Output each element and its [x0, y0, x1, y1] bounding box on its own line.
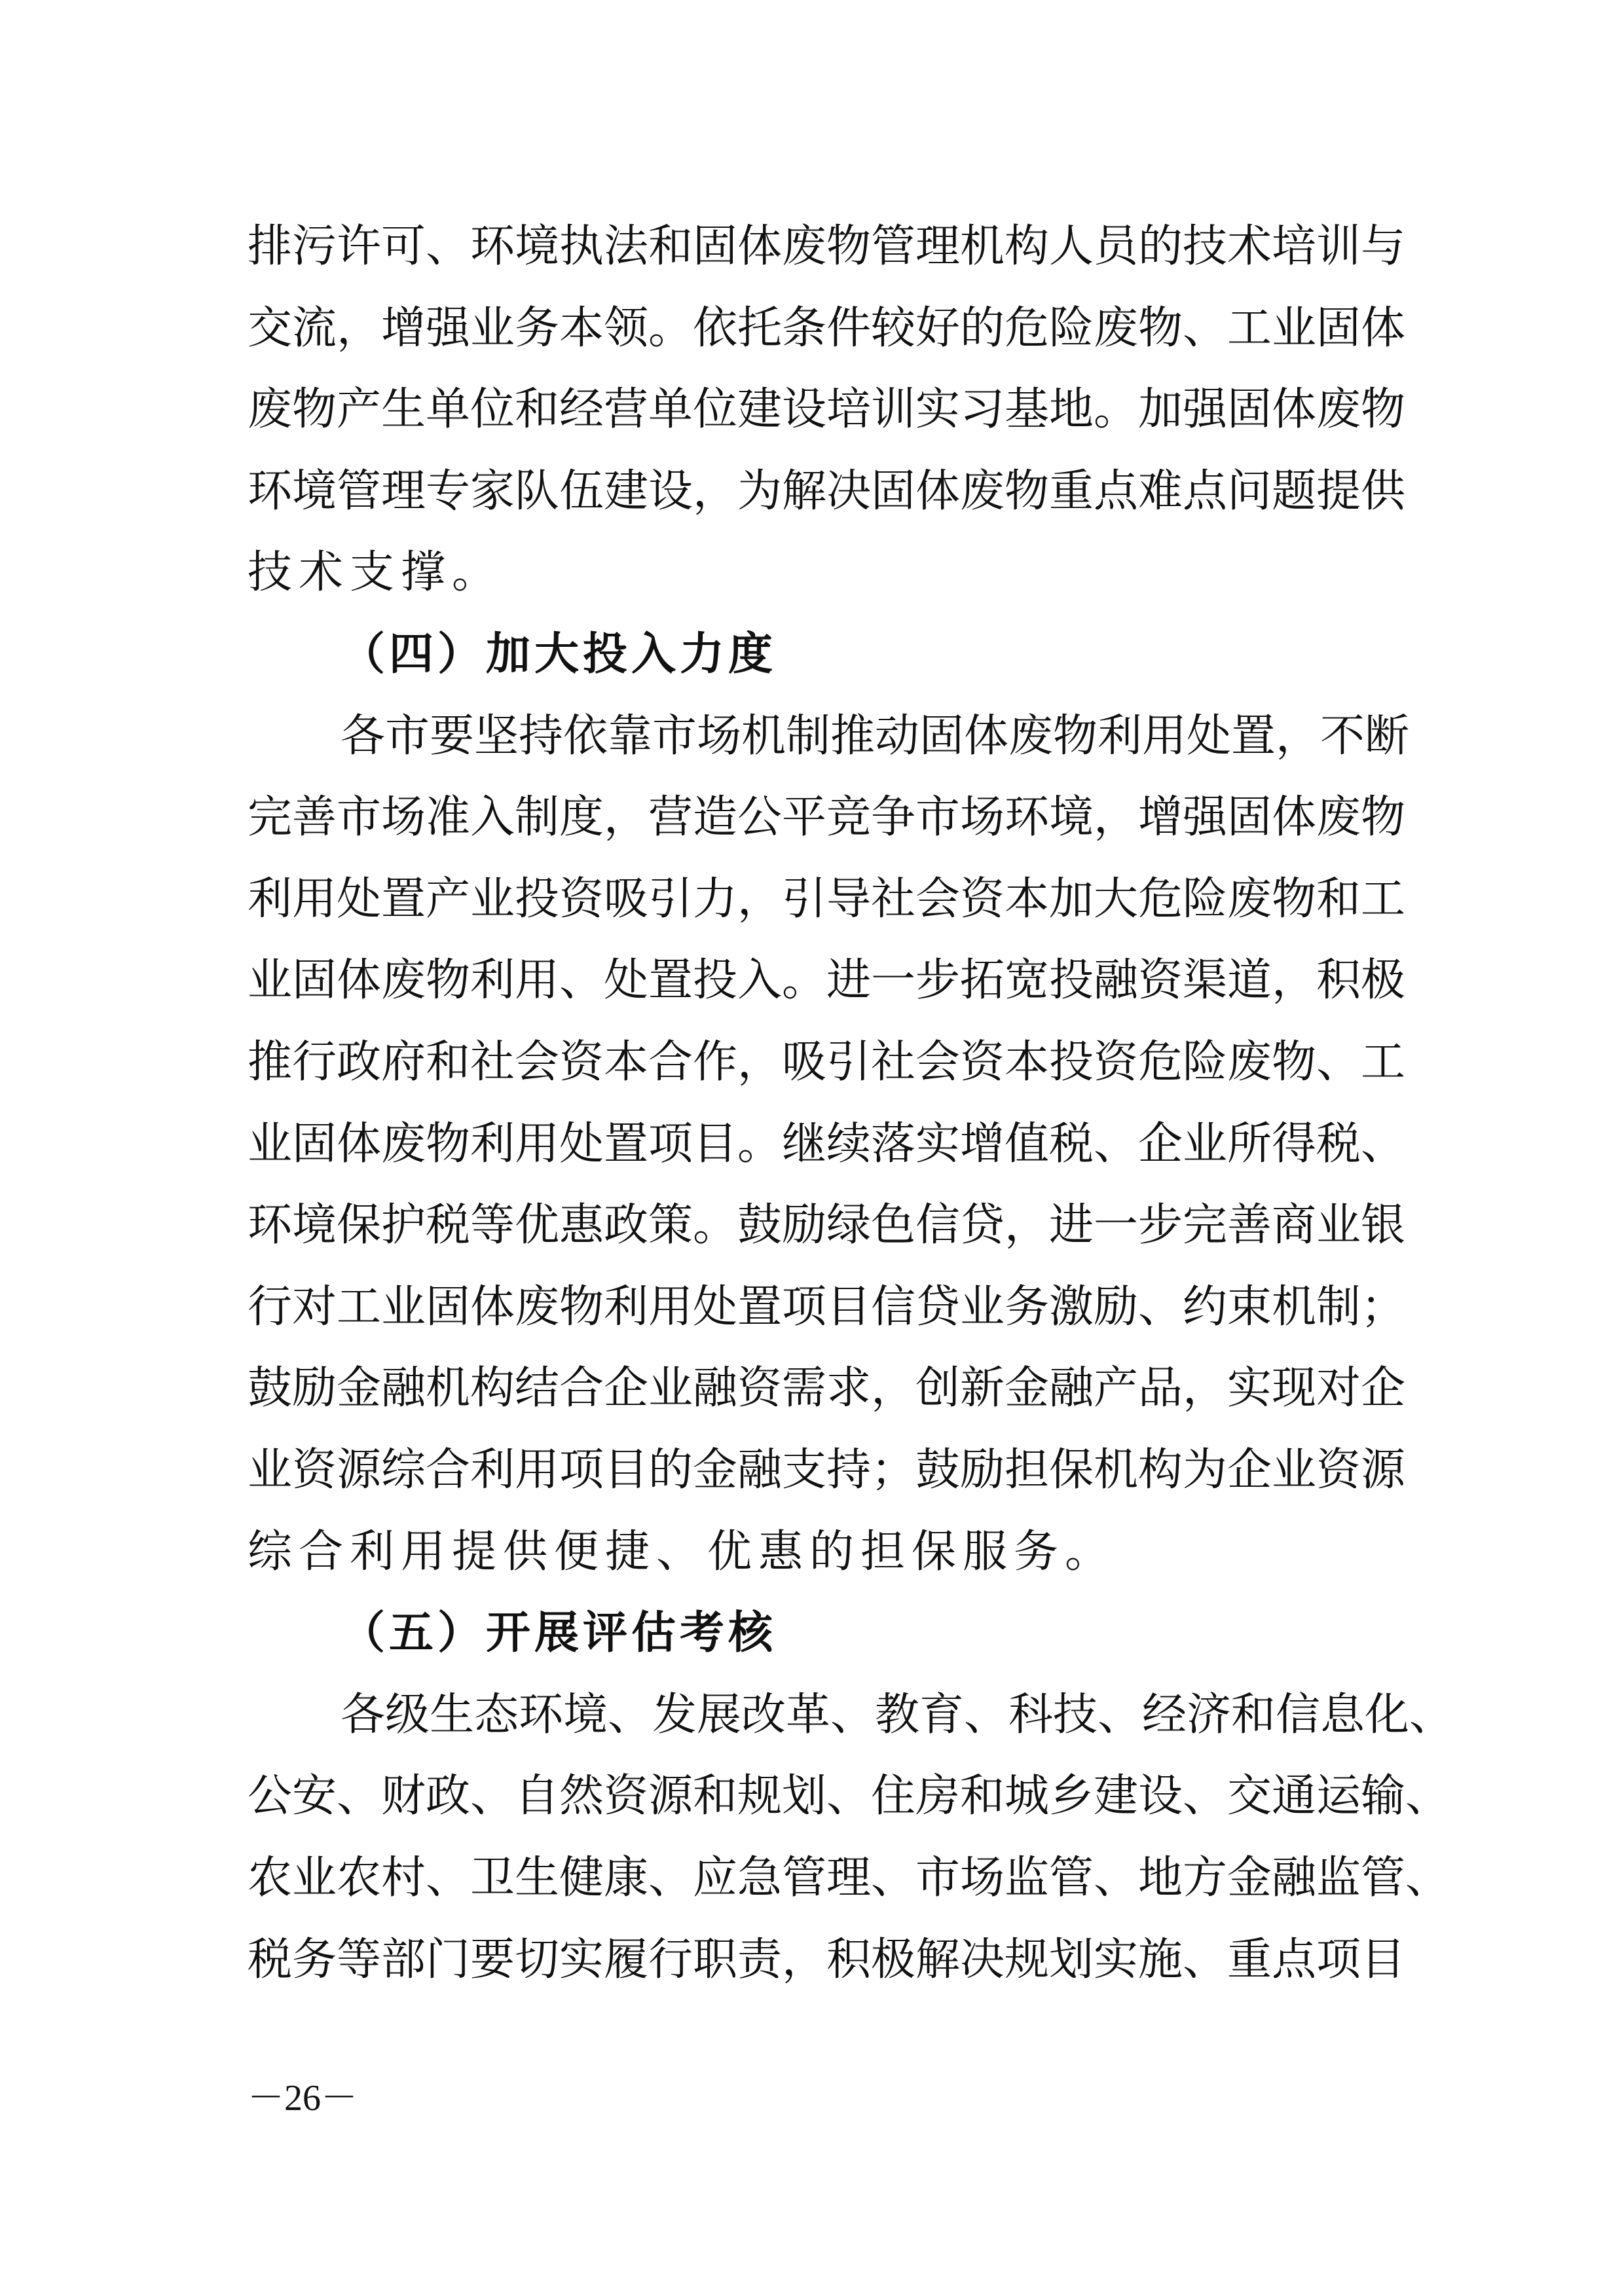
text-line: 环境保护税等优惠政策。鼓励绿色信贷，进一步完善商业银: [248, 1199, 1406, 1252]
text-line: 公安、财政、自然资源和规划、住房和城乡建设、交通运输、: [248, 1770, 1450, 1823]
text-line: 业固体废物利用、处置投入。进一步拓宽投融资渠道，积极: [248, 955, 1406, 1007]
text-line: 农业农村、卫生健康、应急管理、市场监管、地方金融监管、: [248, 1852, 1450, 1904]
text-line: 综合利用提供便捷、优惠的担保服务。: [248, 1525, 1116, 1578]
text-line: 交流，增强业务本领。依托条件较好的危险废物、工业固体: [248, 302, 1406, 354]
text-line: 利用处置产业投资吸引力，引导社会资本加大危险废物和工: [248, 873, 1406, 925]
text-line: 行对工业固体废物利用处置项目信贷业务激励、约束机制；: [248, 1281, 1406, 1333]
text-line: 推行政府和社会资本合作，吸引社会资本投资危险废物、工: [248, 1036, 1406, 1088]
section-heading: （五）开展评估考核: [341, 1607, 777, 1660]
text-line: 排污许可、环境执法和固体废物管理机构人员的技术培训与: [248, 221, 1406, 272]
text-line: 税务等部门要切实履行职责，积极解决规划实施、重点项目: [248, 1933, 1406, 1986]
text-line: 业固体废物利用处置项目。继续落实增值税、企业所得税、: [248, 1118, 1406, 1170]
text-line: 业资源综合利用项目的金融支持；鼓励担保机构为企业资源: [248, 1444, 1406, 1496]
text-line: 废物产生单位和经营单位建设培训实习基地。加强固体废物: [248, 384, 1406, 436]
section-heading: （四）加大投入力度: [341, 629, 777, 680]
text-line: 各市要坚持依靠市场机制推动固体废物利用处置，不断: [341, 710, 1410, 762]
text-line: 鼓励金融机构结合企业融资需求，创新金融产品，实现对企: [248, 1362, 1406, 1415]
text-line: 完善市场准入制度，营造公平竞争市场环境，增强固体废物: [248, 792, 1406, 844]
page-number: －26－: [248, 2078, 358, 2119]
text-line: 各级生态环境、发展改革、教育、科技、经济和信息化、: [341, 1688, 1454, 1741]
text-line: 技术支撑。: [248, 547, 504, 599]
text-line: 环境管理专家队伍建设，为解决固体废物重点难点问题提供: [248, 465, 1406, 517]
